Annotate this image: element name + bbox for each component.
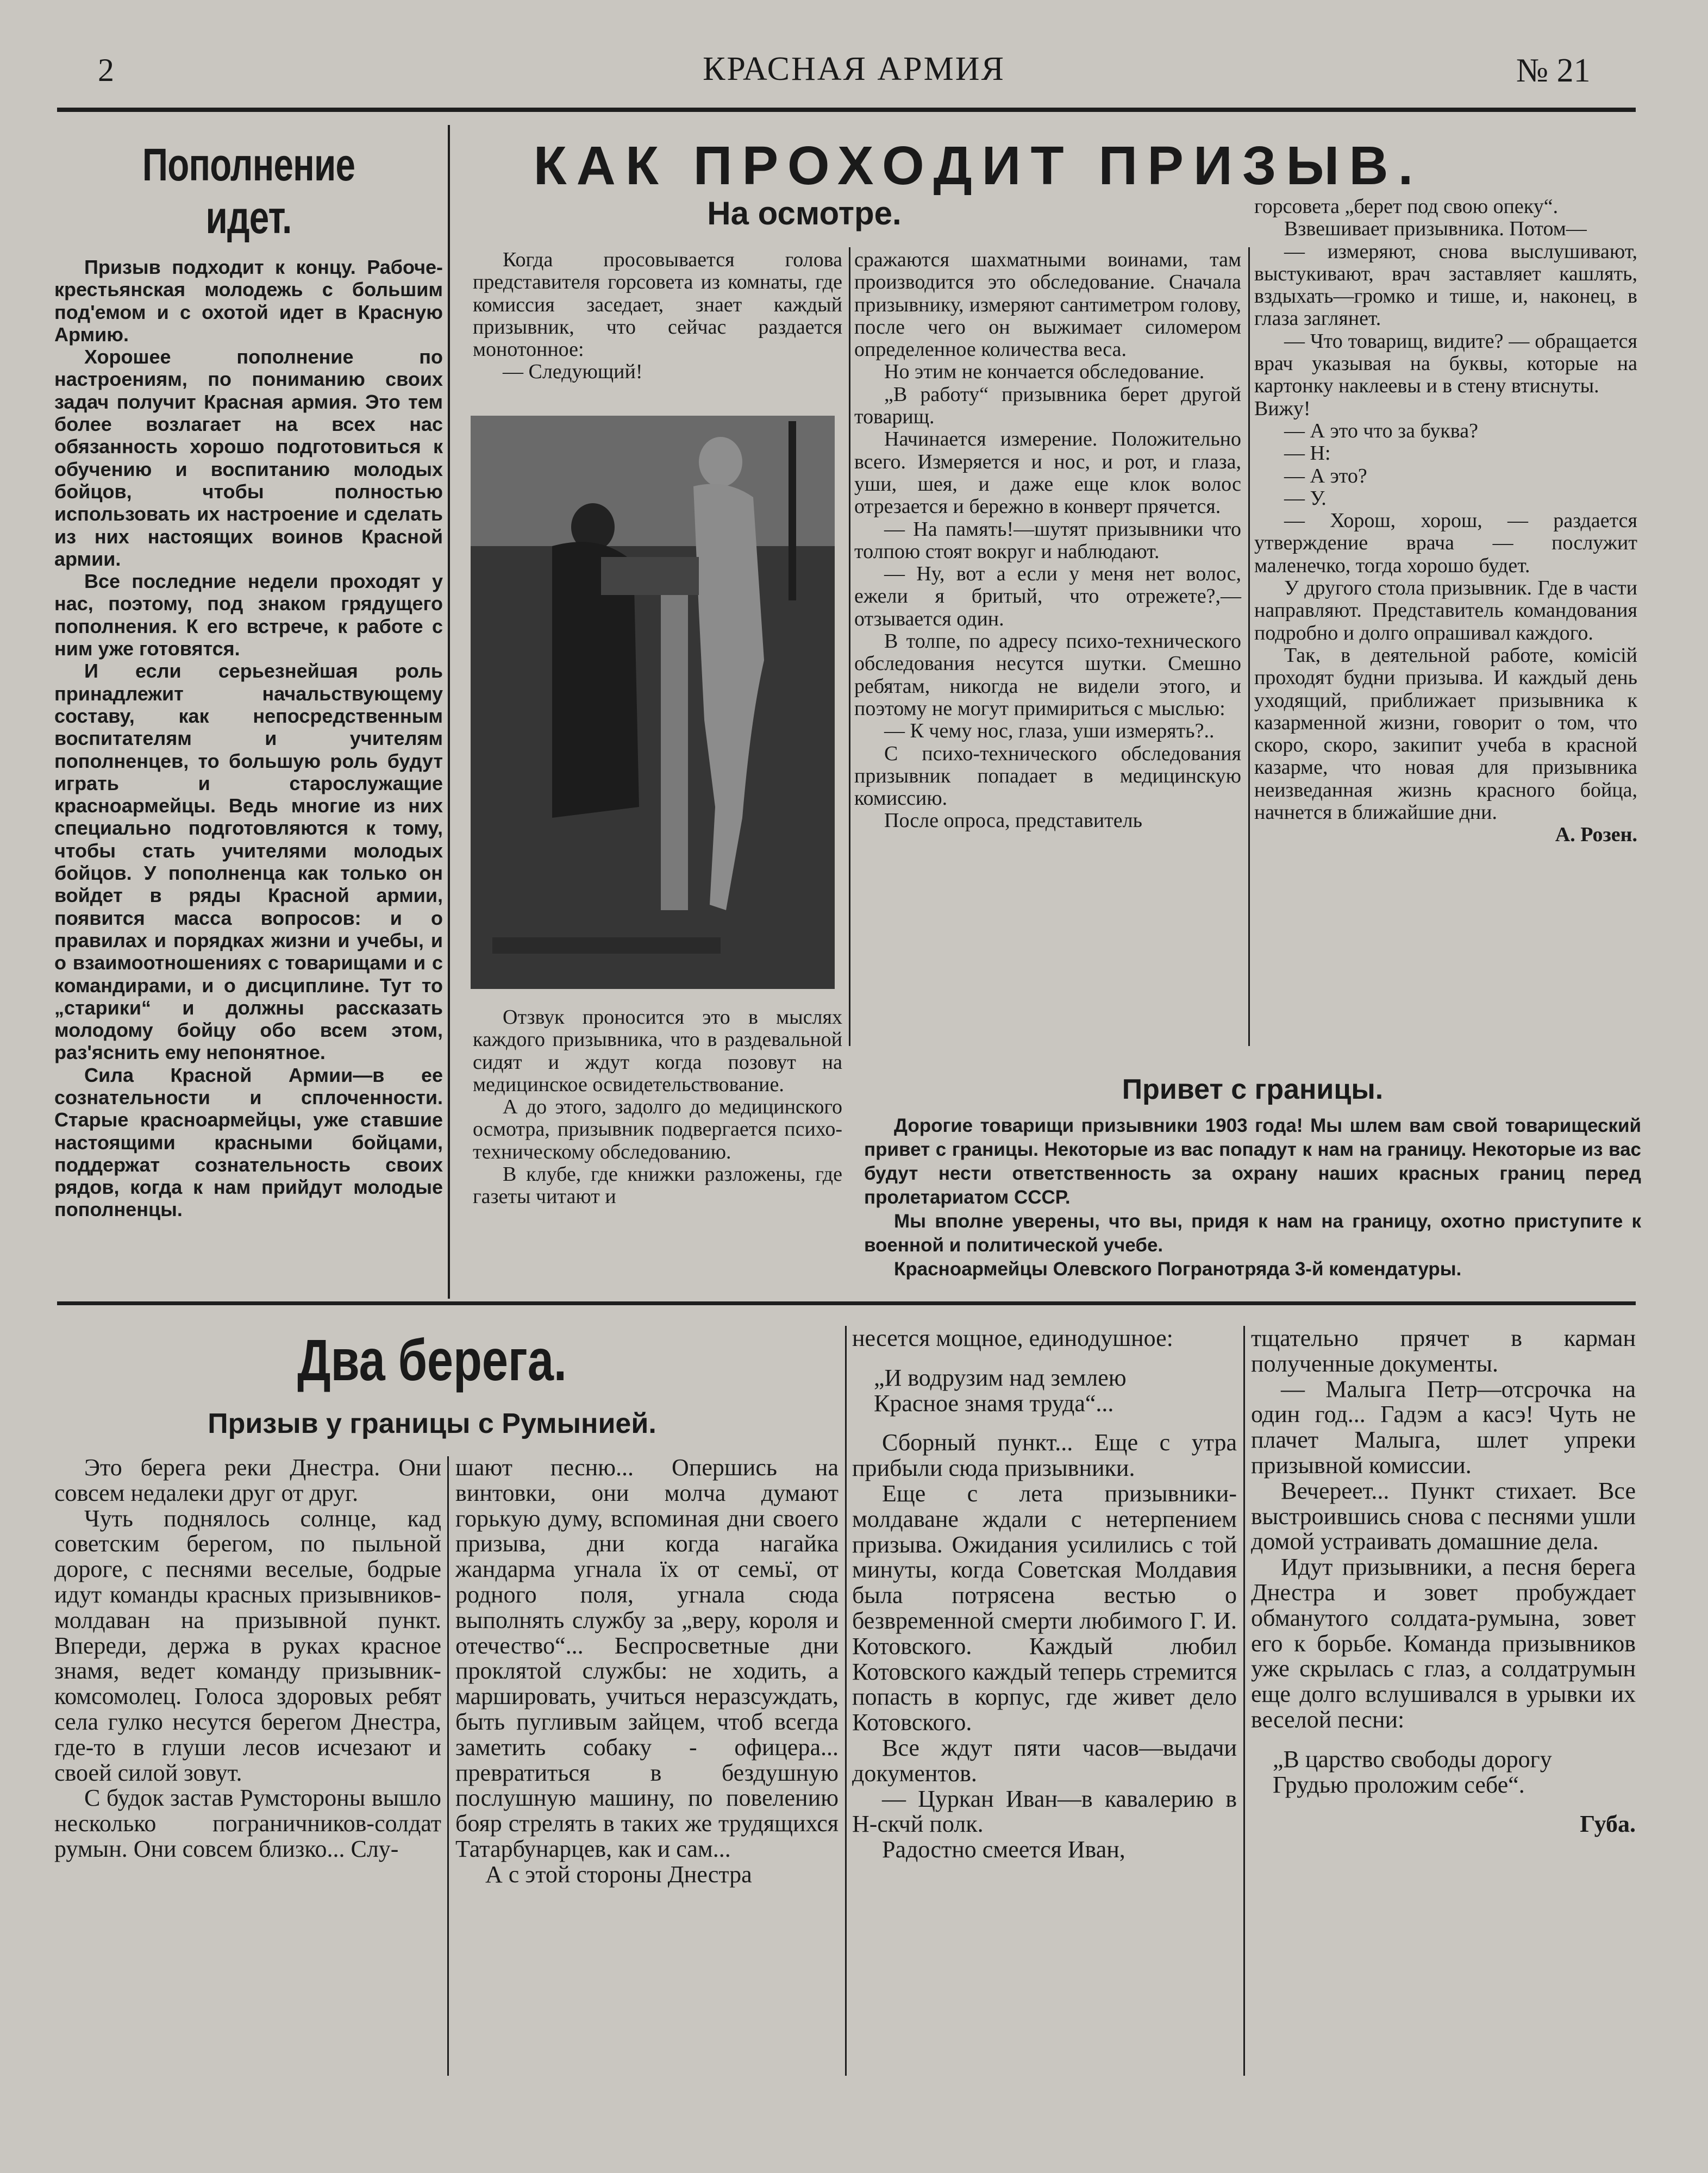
- prizyv-column-4: [1254, 196, 1637, 847]
- privet-title: Привет с границы.: [1122, 1074, 1384, 1105]
- paragraph: „В работу“ призывника берет другой товарищ.: [854, 383, 1241, 429]
- paragraph: И если серьезнейшая роль принадлежит начальствующему составу, как непосредственным воспитателям и учителям пополненцев, то большую роль будут играть и старослужащие красноармейцы. Ведь многие из них специально подготовляются к тому, чтобы стать учителями молодых бойцов. У пополненца как только он войдет в ряды Красной армии, появится масса вопросов: и о правилах и порядках жизни и учебы, и о взаимоотношениях с товарищами и с командирами, и о дисциплине. Тут то „старики“ и должны рассказать молодому бойцу обо всем этом, раз'яснить ему непонятное.: [54, 660, 443, 1064]
- paragraph: После опроса, представитель: [884, 809, 1142, 832]
- paragraph: Все ждут пяти часов—выдачи документов.: [852, 1734, 1237, 1787]
- paragraph: Это берега реки Днестра. Они совсем недалеки друг от друг.: [54, 1454, 441, 1506]
- paragraph: Вижу!: [1254, 397, 1311, 420]
- prizyv-column-2: [473, 249, 842, 384]
- verse-line: Грудью проложим себе“.: [1273, 1771, 1525, 1798]
- top-rule: [57, 108, 1636, 112]
- paragraph: Дорогие товарищи призывники 1903 года! Мы шлем вам свой товарищеский привет с границы. Некоторые из вас попадут к нам на границу. Некоторые из вас будут нести ответственность за охрану наших красных границ перед пролетариатом СССР.: [864, 1115, 1641, 1208]
- paragraph: С психо-технического обследования призывник попадает в медицинскую комиссию.: [854, 742, 1241, 810]
- verse-line: „И водрузим над землею: [874, 1364, 1127, 1391]
- paragraph: Сила Красной Армии—в ее сознательности и сплоченности. Старые красноармейцы, уже ставшие настоящими красными бойцами, поддержат сознательность своих рядов, когда к нам прийдут молодые пополненцы.: [54, 1063, 443, 1221]
- paragraph: Вечереет... Пункт стихает. Все выстроившись снова с песнями ушли домой устраивать домашние дела.: [1251, 1477, 1636, 1555]
- song-verse: [874, 1366, 1237, 1417]
- paragraph: — Малыга Петр—отсрочка на один год... Гадэм а касэ! Чуть не плачет Малыга, шлет упреки призывной комиссии.: [1251, 1375, 1636, 1479]
- photo-scene: [471, 416, 835, 989]
- paragraph: Чуть поднялось солнце, кад советским берегом, по пыльной дороге, с песнями веселые, бодрые идут команды красных призывников-молдаван на призывной пункт. Впереди, держа в руках красное знамя, ведет команду призывник-комсомолец. Голоса здоровых ребят села гулко несутся берегом Днестра, где-то в глуши лесов исчезают и своей силой зовут.: [54, 1505, 441, 1786]
- dva-berega-column-1: [54, 1455, 441, 1862]
- paragraph: Но этим не кончается обследование.: [884, 360, 1205, 384]
- paragraph: В клубе, где книжки разложены, где газеты читают и: [473, 1163, 842, 1208]
- paragraph: С будок застав Румстороны вышло несколько пограничников-солдат румын. Они совсем близко... Слу-: [54, 1784, 441, 1862]
- prizyv-column-3: [854, 249, 1241, 832]
- paragraph: тщательно прячет в карман полученные документы.: [1251, 1325, 1636, 1377]
- song-verse: [1273, 1747, 1636, 1798]
- column-divider: [448, 125, 450, 1299]
- dva-berega-title: Два берега.: [297, 1327, 567, 1393]
- paragraph: горсовета „берет под свою опеку“.: [1254, 195, 1559, 218]
- paragraph: В толпе, по адресу психо-технического обследования несутся шутки. Смешно ребятам, никогда не видели этого, и поэтому не могут примириться с мыслью:: [854, 630, 1241, 720]
- paragraph: Мы вполне уверены, что вы, придя к нам на границу, охотно приступите к военной и политической учебе.: [864, 1211, 1641, 1256]
- paragraph: — К чему нос, глаза, уши измерять?..: [884, 719, 1215, 743]
- prizyv-subheadline: На осмотре.: [707, 195, 902, 231]
- paragraph: А с этой стороны Днестра: [485, 1861, 752, 1888]
- paragraph: — А это что за буква?: [1284, 419, 1478, 442]
- paragraph: У другого стола призывник. Где в части направляют. Представитель командования подробно и долго опрашивал каждого.: [1254, 577, 1637, 644]
- paragraph: Призыв подходит к концу. Рабоче-крестьянская молодежь с большим под'емом и с охотой идет в Красную Армию.: [54, 256, 443, 346]
- paragraph: — Хорош, хорош, — раздается утверждение врача — послужит маленечко, тогда хорошо будет.: [1254, 509, 1637, 577]
- privet-article: [864, 1114, 1641, 1281]
- paragraph: Так, в деятельной работе, комісій проходят будни призыва. И каждый день уходящий, приближает призывника к казарменной жизни, говорит о том, что скоро, скоро, закипит учеба в красной казарме, что новая для призывника неизведанная жизнь красного бойца, начнется в ближайшие дни.: [1254, 643, 1637, 824]
- dva-berega-column-4: [1251, 1326, 1636, 1837]
- masthead-title: КРАСНАЯ АРМИЯ: [703, 51, 1005, 87]
- dva-berega-subtitle: Призыв у границы с Румынией.: [208, 1408, 656, 1439]
- column-divider: [1243, 1326, 1245, 2076]
- paragraph: — Ну, вот а если у меня нет волос, ежели я бритый, что отрежете?,—отзывается один.: [854, 562, 1241, 630]
- author-signature: А. Розен.: [1555, 823, 1637, 847]
- issue-number: № 21: [1516, 52, 1591, 89]
- paragraph: несется мощное, единодушное:: [852, 1325, 1173, 1351]
- paragraph: — На память!—шутят призывники что толпою стоят вокруг и наблюдают.: [854, 517, 1241, 563]
- paragraph: Когда просовывается голова представителя горсовета из комнаты, где комиссия заседает, знает каждый призывник, что сейчас раздается монотонное:: [473, 248, 842, 361]
- paragraph: шают песню... Опершись на винтовки, они молча думают горькую думу, вспоминая дни своего призыва, дни когда нагайка жандарма угнала їх от семьї, от родного поля, угнала сюда выполнять службу за „веру, короля и отечество“... Беспросветные дни проклятой службы: не ходить, а маршировать, учиться неразсуждать, быть пугливым зайцем, чтоб всегда заметить собаку - офицера... превратиться в бездушную послушную машину, по повелению бояр стрелять в таких же трудящихся Татарбунарцев, как и сам...: [455, 1454, 839, 1862]
- paragraph: — Цуркан Иван—в кавалерию в Н-скчй полк.: [852, 1785, 1237, 1838]
- popolnenie-article: [54, 139, 443, 1221]
- paragraph: Взвешивает призывника. Потом—: [1284, 217, 1587, 241]
- verse-line: Красное знамя труда“...: [874, 1389, 1114, 1417]
- paragraph: Отзвук проносится это в мыслях каждого призывника, что в раздевальной сидят и ждут когда позовут на медицинское освидетельствование.: [473, 1006, 842, 1096]
- privet-signature: Красноармейцы Олевского Погранотряда 3-й комендатуры.: [894, 1258, 1462, 1280]
- column-divider: [845, 1326, 847, 2076]
- paragraph: — Следующий!: [503, 360, 643, 384]
- paragraph: — У.: [1284, 486, 1327, 510]
- middle-rule: [57, 1301, 1636, 1305]
- photo-illustration: [471, 416, 835, 989]
- paragraph: — Что товарищ, видите? — обращается врач указывая на буквы, которые на картонку наклеевы и в стену втиснуты.: [1254, 329, 1637, 398]
- prizyv-headline: КАК ПРОХОДИТ ПРИЗЫВ.: [533, 135, 1423, 196]
- paragraph: Идут призывники, а песня берега Днестра и зовет пробуждает обманутого солдата-румына, зовет его к борьбе. Команда призывников уже скрылась с глаз, а солдатрумын еще долго вслушивался в урывки их веселой песни:: [1251, 1554, 1636, 1733]
- paragraph: Все последние недели проходят у нас, поэтому, под знаком грядущего пополнения. К его встрече, к работе с ним уже готовятся.: [54, 570, 443, 660]
- dva-berega-column-3: [852, 1326, 1237, 1863]
- column-divider: [1248, 247, 1250, 1046]
- paragraph: Еще с лета призывники-молдаване ждали с нетерпением призыва. Ожидания усилились с той минуты, когда Советская Молдавия была потрясена вестью о безвременной смерти любимого Г. И. Котовского. Каждый любил Котовского каждый теперь стремится попасть в корпус, где живет дело Котовского.: [852, 1480, 1237, 1736]
- page-number: 2: [98, 52, 114, 88]
- paragraph: сражаются шахматными воинами, там производится это обследование. Сначала призывнику, измеряют сантиметром голову, после чего он выжимает силомером определенное количества веса.: [854, 248, 1241, 361]
- verse-line: „В царство свободы дорогу: [1273, 1745, 1552, 1773]
- paragraph: Сборный пункт... Еще с утра прибыли сюда призывники.: [852, 1429, 1237, 1482]
- paragraph: — А это?: [1284, 464, 1367, 487]
- prizyv-column-2-lower: [473, 1006, 842, 1208]
- paragraph: — Н:: [1284, 442, 1331, 465]
- author-signature: Губа.: [1580, 1811, 1636, 1838]
- paragraph: — измеряют, снова выслушивают, выстукивают, врач заставляет кашлять, вздыхать—громко и тише, и, наконец, в глаза заглянет.: [1254, 240, 1637, 330]
- column-divider: [849, 247, 850, 1046]
- dva-berega-column-2: [455, 1455, 839, 1888]
- column-divider: [447, 1456, 449, 2076]
- paragraph: А до этого, задолго до медицинского осмотра, призывник подвергается психо-техническому обследованию.: [473, 1095, 842, 1163]
- paragraph: Начинается измерение. Положительно всего. Измеряется и нос, и рот, и глаза, уши, шея, и даже еще клок волос отрезается и бережно в конверт прячется.: [854, 428, 1241, 518]
- paragraph: Радостно смеется Иван,: [882, 1836, 1125, 1863]
- paragraph: Хорошее пополнение по настроениям, по пониманию своих задач получит Красная армия. Это тем более возлагает на всех нас обязанность хорошо подготовиться к обучению и воспитанию молодых бойцов, чтобы полностью использовать их настроение и сделать из них настоящих воинов Красной армии.: [54, 346, 443, 570]
- popolnenie-title: Пополнение идет.: [142, 139, 355, 243]
